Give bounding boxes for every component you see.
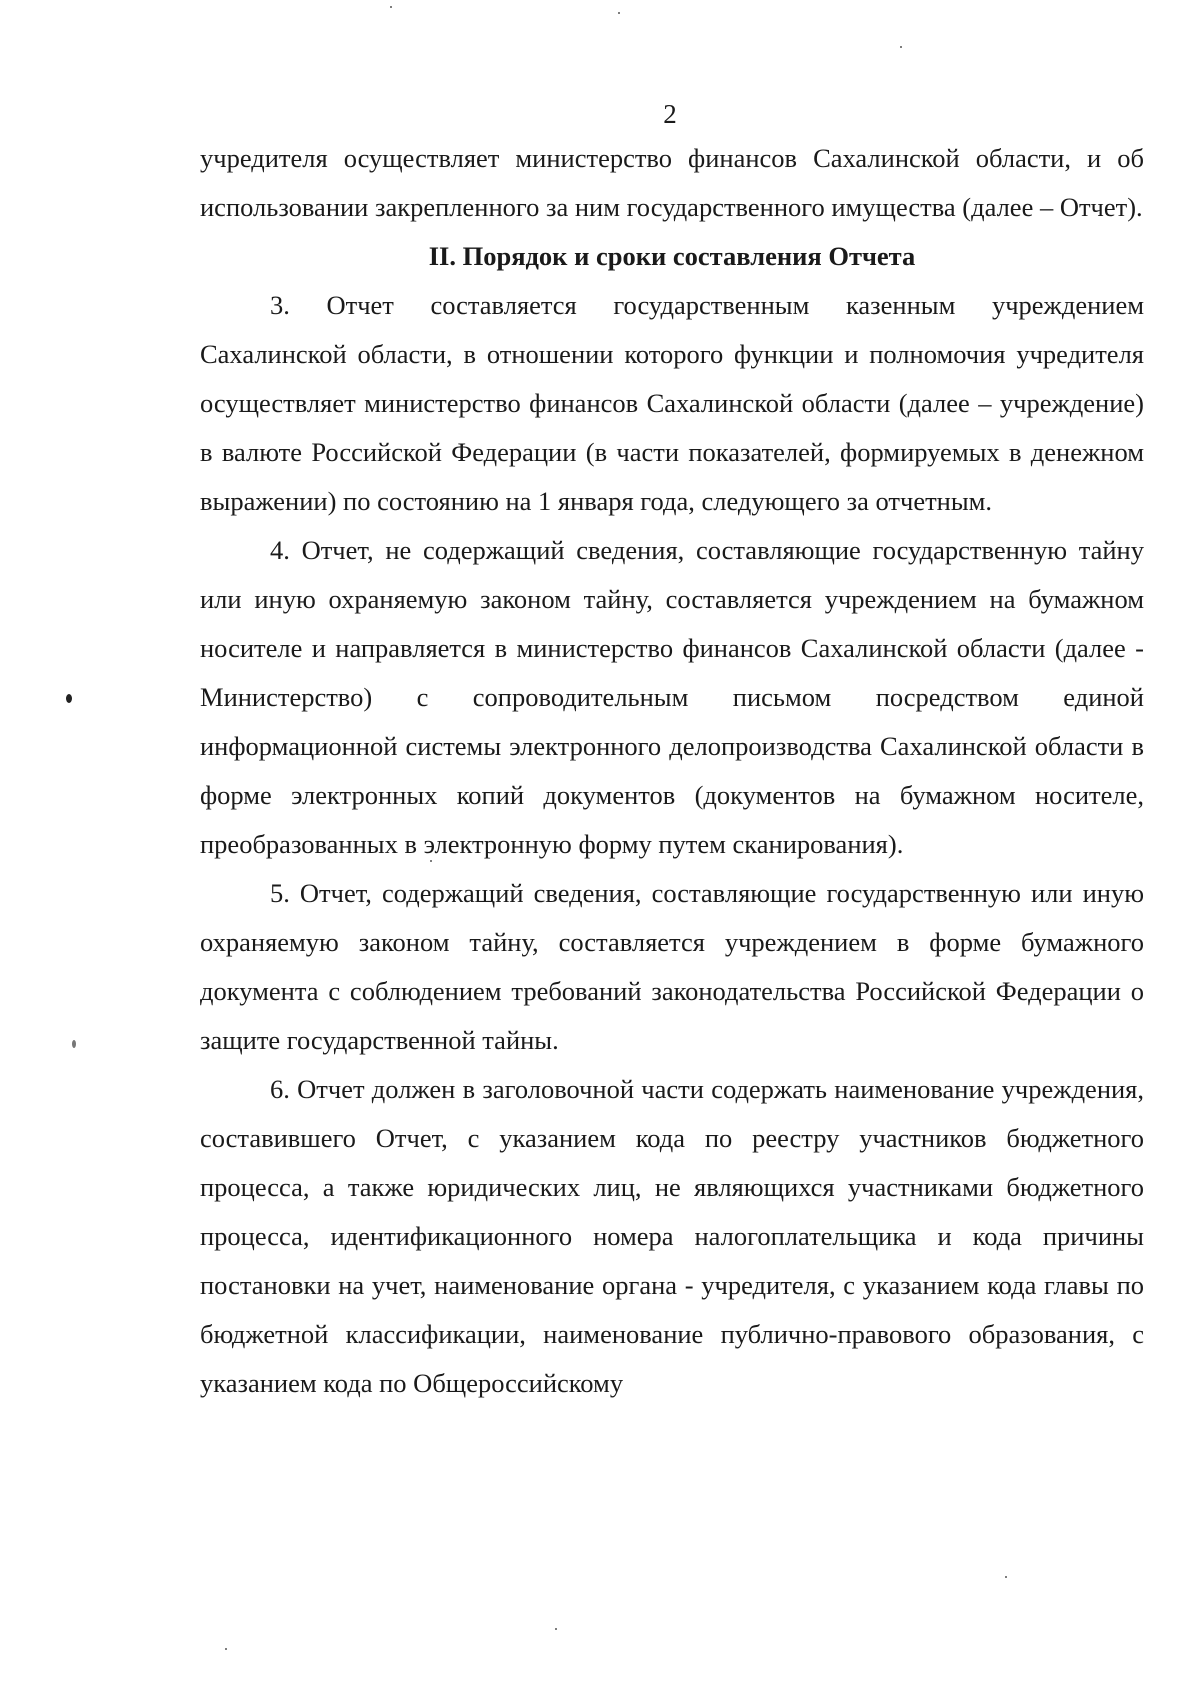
paragraph-item-4: 4. Отчет, не содержащий сведения, составляющие государственную тайну или иную охраняемую законом тайну, составляется учреждением на бумажном носителе и направляется в министерство финансов Сахалинской области (далее - Министерство) с сопроводительным письмом посредством единой информационной системы электронного делопроизводства Сахалинской области в форме электронных копий документов (документов на бумажном носителе, преобразованных в электронную форму путем сканирования). [200,535,1144,859]
scan-speck [900,46,902,48]
scan-speck [618,12,620,14]
paragraph-item-5: 5. Отчет, содержащий сведения, составляющие государственную или иную охраняемую законом тайну, составляется учреждением в форме бумажного документа с соблюдением требований законодательства Российской Федерации о защите государственной тайны. [200,878,1144,1055]
scan-speck [390,6,392,8]
paragraph-intro: учредителя осуществляет министерство финансов Сахалинской области, и об использовании закрепленного за ним государственного имущества (далее – Отчет). [200,143,1144,222]
scan-speck [430,860,432,862]
scan-speck [66,694,72,703]
scan-speck [555,1628,557,1630]
scan-speck [225,1648,227,1650]
scan-speck [72,1040,76,1048]
scan-speck [1005,1576,1007,1578]
paragraph-item-6: 6. Отчет должен в заголовочной части содержать наименование учреждения, составившего Отчет, с указанием кода по реестру участников бюджетного процесса, а также юридических лиц, не являющихся участниками бюджетного процесса, идентификационного номера налогоплательщика и кода причины постановки на учет, наименование органа - учредителя, с указанием кода главы по бюджетной классификации, наименование публично-правового образования, с указанием кода по Общероссийскому [200,1074,1144,1398]
page-number: 2 [663,99,677,129]
paragraph-item-3: 3. Отчет составляется государственным казенным учреждением Сахалинской области, в отношении которого функции и полномочия учредителя осуществляет министерство финансов Сахалинской области (далее – учреждение) в валюте Российской Федерации (в части показателей, формируемых в денежном выражении) по состоянию на 1 января года, следующего за отчетным. [200,290,1144,516]
document-body [200,134,1144,1408]
section-heading: II. Порядок и сроки составления Отчета [428,241,916,271]
